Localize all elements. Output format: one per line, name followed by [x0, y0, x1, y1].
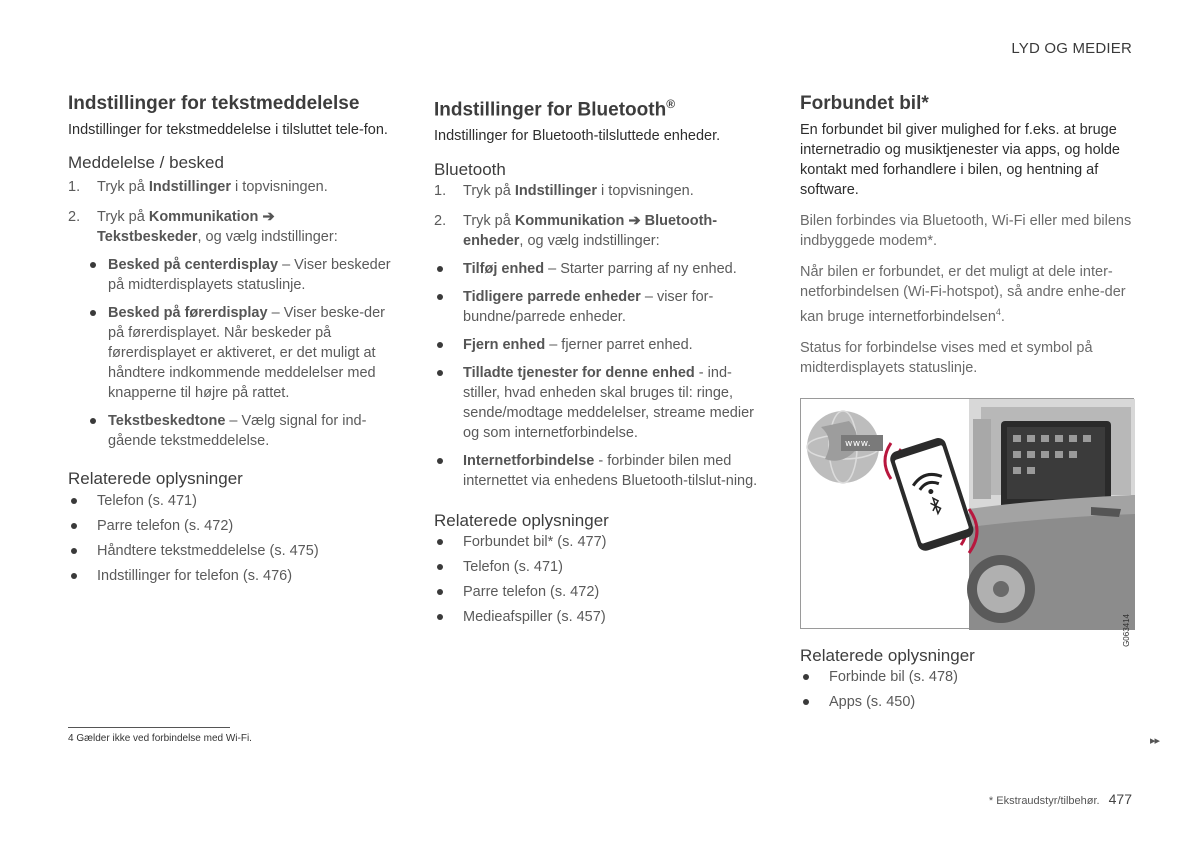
- step-text: Tryk på: [463, 213, 515, 230]
- option-desc: – Viser beske-der på førerdisplayet. Når beskeder på førerdisplayet er aktiveret, er det muligt at håndtere indkommende meddelelser med knapperne til højre på rattet.: [108, 305, 385, 401]
- heading-bluetooth-settings: [434, 92, 764, 122]
- paragraph: [800, 262, 1134, 327]
- column-connected-car: [800, 92, 1134, 712]
- related-link[interactable]: Håndtere tekstmeddelelse (s. 475): [68, 541, 398, 561]
- step-1: [68, 177, 398, 197]
- option-name: Tilladte tjenester for denne enhed: [463, 365, 695, 382]
- connected-car-illustration: [800, 398, 1134, 647]
- heading-text-message-settings: Indstillinger for tekstmeddelelse: [68, 93, 360, 114]
- option-desc: – fjerner parret enhed.: [545, 337, 693, 354]
- menu-name: Indstillinger: [148, 179, 232, 195]
- menu-name: Kommunikation: [514, 213, 625, 230]
- option-item: [88, 303, 398, 403]
- related-link[interactable]: Telefon (s. 471): [68, 491, 398, 511]
- step-number: 1.: [68, 179, 81, 195]
- option-desc: – Starter parring af ny enhed.: [544, 261, 737, 278]
- arrow-icon: ➔: [262, 209, 275, 225]
- menu-name: Tekstbeskeder: [97, 229, 198, 245]
- option-name: Besked på førerdisplay: [108, 305, 268, 321]
- page-footer: [989, 791, 1132, 807]
- footnote-ref: 4: [995, 307, 1001, 317]
- page-number: 477: [1108, 791, 1132, 807]
- option-desc: – Viser beskeder på midterdisplayets statuslinje.: [108, 257, 391, 293]
- step-text: , og vælg indstillinger:: [519, 233, 660, 250]
- menu-name: Kommunikation: [148, 209, 259, 225]
- step-1: [434, 181, 764, 201]
- option-item: [88, 255, 398, 295]
- paragraph: Bilen forbindes via Bluetooth, Wi-Fi eller med bilens indbyggede modem*.: [800, 213, 1132, 249]
- related-heading: Relaterede oplysninger: [68, 469, 243, 488]
- step-number: 2.: [68, 209, 81, 225]
- paragraph-text: .: [1000, 308, 1005, 325]
- illustration-svg: [801, 399, 1135, 630]
- footnote-number: 4: [68, 733, 74, 744]
- section-header: LYD OG MEDIER: [1011, 40, 1132, 57]
- intro-text: Indstillinger for Bluetooth-tilsluttede enheder.: [434, 128, 721, 145]
- related-link[interactable]: Indstillinger for telefon (s. 476): [68, 566, 398, 586]
- paragraph: Status for forbindelse vises med et symbol på midterdisplayets statuslinje.: [800, 339, 1093, 376]
- step-text: i topvisningen.: [597, 183, 694, 200]
- option-name: Tekstbeskedtone: [108, 413, 226, 429]
- heading-text: Indstillinger for Bluetooth: [434, 99, 667, 121]
- option-name: Fjern enhed: [463, 337, 546, 354]
- continue-arrow-icon: ▸▸: [1150, 735, 1160, 747]
- option-item: [434, 335, 764, 355]
- related-heading: Relaterede oplysninger: [800, 645, 975, 665]
- related-link[interactable]: Forbundet bil* (s. 477): [434, 532, 764, 552]
- footnote-text: Gælder ikke ved forbindelse med Wi-Fi.: [76, 733, 252, 744]
- option-item: [434, 259, 764, 279]
- step-2: [68, 207, 398, 247]
- intro-text: En forbundet bil giver mulighed for f.eks. at bruge internetradio og musiktjenester via apps, og holde kontakt med forhandlere i bilen, og hentning af software.: [800, 122, 1120, 198]
- related-list: [800, 667, 1134, 712]
- subheading-message: Meddelelse / besked: [68, 153, 224, 172]
- paragraph-text: Når bilen er forbundet, er det muligt at dele inter-netforbindelsen (Wi-Fi-hotspot), så andre enhe-der kan bruge internetforbindelsen: [800, 264, 1126, 325]
- option-name: Tidligere parrede enheder: [463, 289, 641, 306]
- step-2: [434, 211, 764, 251]
- menu-name: Indstillinger: [514, 183, 598, 200]
- step-text: Tryk på: [97, 179, 149, 195]
- figure-code: G063414: [1122, 613, 1131, 647]
- option-desc: – Vælg signal for ind-gående tekstmeddelelse.: [108, 413, 367, 449]
- option-name: Internetforbindelse: [463, 453, 595, 470]
- option-item: [434, 363, 764, 443]
- intro-text: Indstillinger for tekstmeddelelse i tilsluttet tele-fon.: [68, 122, 388, 138]
- related-list: [68, 491, 398, 586]
- related-list: [434, 532, 764, 627]
- step-number: 1.: [434, 183, 447, 200]
- step-text: i topvisningen.: [231, 179, 328, 195]
- option-item: [88, 411, 398, 451]
- footnote: [68, 733, 252, 744]
- subheading-bluetooth: Bluetooth: [434, 160, 506, 180]
- option-desc: – viser for-bundne/parrede enheder.: [463, 289, 714, 326]
- option-item: [434, 451, 764, 491]
- www-label: www.: [845, 438, 872, 449]
- related-link[interactable]: Forbinde bil (s. 478): [800, 667, 1134, 687]
- related-link[interactable]: Parre telefon (s. 472): [434, 582, 764, 602]
- step-text: Tryk på: [463, 183, 515, 200]
- option-item: [434, 287, 764, 327]
- footnote-divider: [68, 727, 230, 728]
- step-text: , og vælg indstillinger:: [197, 229, 338, 245]
- related-link[interactable]: Parre telefon (s. 472): [68, 516, 398, 536]
- step-text: Tryk på: [97, 209, 149, 225]
- registered-mark: ®: [666, 97, 676, 111]
- menu-name: Bluetooth-enheder: [463, 213, 718, 250]
- column-bluetooth-settings: [434, 92, 764, 627]
- option-desc: - forbinder bilen med internettet via enhedens Bluetooth-tilslut-ning.: [463, 453, 758, 490]
- related-link[interactable]: Medieafspiller (s. 457): [434, 607, 764, 627]
- step-number: 2.: [434, 213, 447, 230]
- option-desc: - ind-stiller, hvad enheden skal bruges til: ringe, sende/modtage meddelelser, streame medier og som internetforbindelse.: [463, 365, 754, 442]
- arrow-icon: ➔: [628, 213, 641, 230]
- heading-connected-car: Forbundet bil*: [800, 93, 929, 114]
- option-name: Besked på centerdisplay: [108, 257, 279, 273]
- related-link[interactable]: Telefon (s. 471): [434, 557, 764, 577]
- related-heading: Relaterede oplysninger: [434, 511, 609, 531]
- option-name: Tilføj enhed: [463, 261, 545, 278]
- related-link[interactable]: Apps (s. 450): [800, 692, 1134, 712]
- footer-note: * Ekstraudstyr/tilbehør.: [988, 795, 1100, 807]
- column-text-message-settings: [68, 92, 398, 586]
